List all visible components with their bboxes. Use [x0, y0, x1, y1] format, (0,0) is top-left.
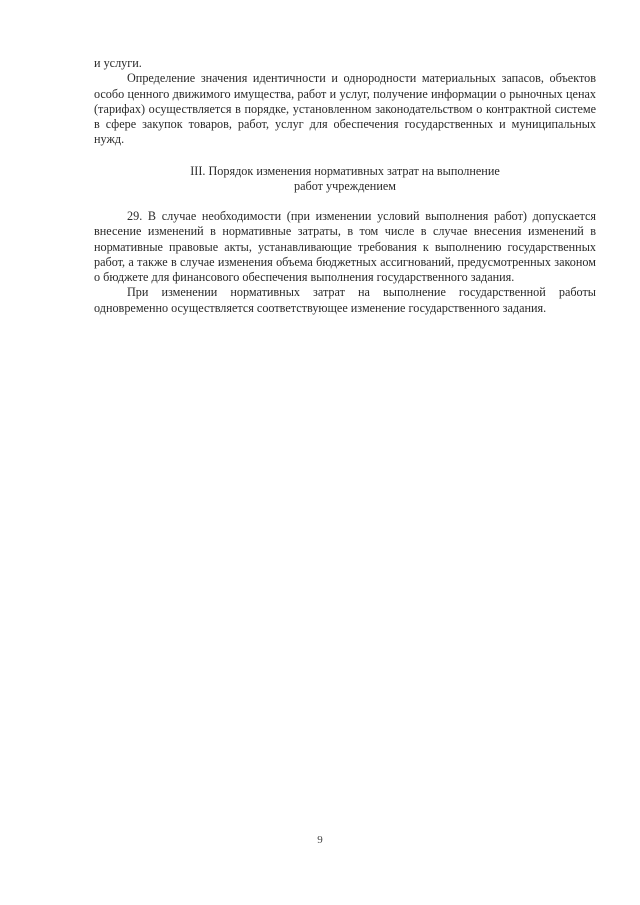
text-block-section-3: [94, 209, 596, 316]
paragraph-continuation: и услуги.: [94, 56, 142, 70]
section-heading-line-2: работ учреждением: [294, 179, 396, 193]
paragraph-norm-change: При изменении нормативных затрат на выполнение государственной работы одновременно осуществляется соответствующее изменение государственного задания.: [94, 285, 596, 315]
text-block-top: [94, 56, 596, 148]
paragraph-identity-determination: Определение значения идентичности и однородности материальных запасов, объектов особо ценного движимого имущества, работ и услуг, получение информации о рыночных ценах (тарифах) осуществляется в порядке, установленном законодательством о контрактной системе в сфере закупок товаров, работ, услуг для обеспечения государственных и муниципальных нужд.: [94, 71, 596, 147]
paragraph-29: 29. В случае необходимости (при изменении условий выполнения работ) допускается внесение изменений в нормативные затраты, в том числе в случае внесения изменений в нормативные правовые акты, устанавливающие требования к выполнению государственных работ, а также в случае изменения объема бюджетных ассигнований, предусмотренных законом о бюджете для финансового обеспечения выполнения государственного задания.: [94, 209, 596, 285]
section-heading-line-1: III. Порядок изменения нормативных затрат на выполнение: [190, 164, 500, 178]
page-number: 9: [317, 834, 323, 846]
